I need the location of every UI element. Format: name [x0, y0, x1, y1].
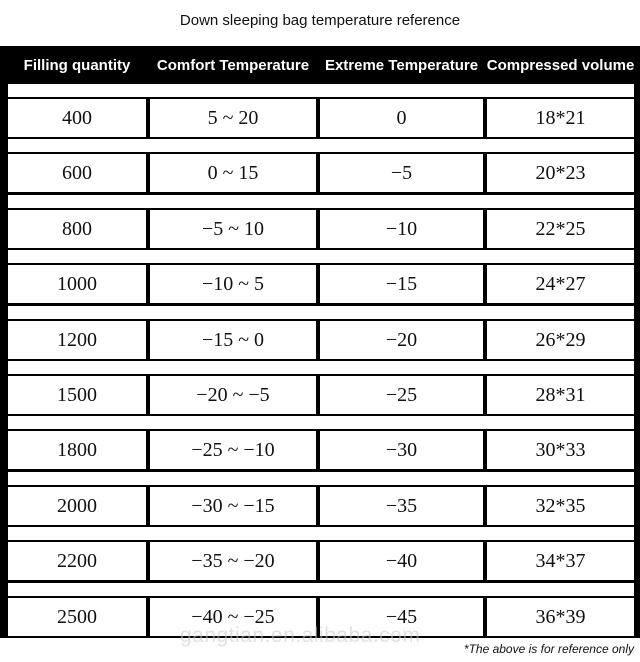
cell-comfort-temperature: −40 ~ −25 — [150, 598, 316, 636]
cell-filling-quantity: 400 — [8, 99, 146, 137]
cell-extreme-temperature: −35 — [320, 487, 483, 525]
cell-filling-quantity: 1200 — [8, 321, 146, 359]
cell-extreme-temperature: −15 — [320, 265, 483, 303]
row-separator-band — [8, 361, 634, 374]
cell-compressed-volume: 32*35 — [487, 487, 634, 525]
temperature-table — [0, 46, 640, 638]
cell-filling-quantity: 2200 — [8, 542, 146, 580]
cell-compressed-volume: 36*39 — [487, 598, 634, 636]
cell-extreme-temperature: −45 — [320, 598, 483, 636]
row-separator-band — [8, 527, 634, 540]
cell-extreme-temperature: −25 — [320, 376, 483, 414]
cell-comfort-temperature: −35 ~ −20 — [150, 542, 316, 580]
cell-extreme-temperature: −30 — [320, 431, 483, 469]
cell-extreme-temperature: −10 — [320, 210, 483, 248]
cell-compressed-volume: 20*23 — [487, 154, 634, 192]
page-title: Down sleeping bag temperature reference — [179, 12, 461, 29]
cell-filling-quantity: 2000 — [8, 487, 146, 525]
header-compressed-volume: Compressed volume — [486, 56, 635, 74]
cell-comfort-temperature: 0 ~ 15 — [150, 154, 316, 192]
cell-compressed-volume: 26*29 — [487, 321, 634, 359]
cell-extreme-temperature: −20 — [320, 321, 483, 359]
row-separator-band — [8, 139, 634, 152]
cell-compressed-volume: 22*25 — [487, 210, 634, 248]
watermark: gangtian.en.alibaba.com — [180, 624, 421, 647]
row-separator-band — [8, 583, 634, 596]
table-header — [0, 46, 640, 84]
row-separator-band — [8, 306, 634, 319]
cell-filling-quantity: 1000 — [8, 265, 146, 303]
cell-comfort-temperature: −30 ~ −15 — [150, 487, 316, 525]
cell-extreme-temperature: 0 — [320, 99, 483, 137]
cell-extreme-temperature: −40 — [320, 542, 483, 580]
row-separator-band — [8, 250, 634, 263]
cell-filling-quantity: 1500 — [8, 376, 146, 414]
cell-compressed-volume: 24*27 — [487, 265, 634, 303]
header-comfort-temperature: Comfort Temperature — [156, 56, 310, 74]
row-separator-band — [8, 416, 634, 429]
cell-compressed-volume: 34*37 — [487, 542, 634, 580]
cell-filling-quantity: 2500 — [8, 598, 146, 636]
cell-compressed-volume: 28*31 — [487, 376, 634, 414]
cell-filling-quantity: 800 — [8, 210, 146, 248]
row-separator-band — [8, 84, 634, 97]
cell-compressed-volume: 30*33 — [487, 431, 634, 469]
cell-comfort-temperature: −15 ~ 0 — [150, 321, 316, 359]
cell-compressed-volume: 18*21 — [487, 99, 634, 137]
reference-note: *The above is for reference only — [463, 642, 634, 656]
cell-extreme-temperature: −5 — [320, 154, 483, 192]
cell-comfort-temperature: −25 ~ −10 — [150, 431, 316, 469]
row-separator-band — [8, 472, 634, 485]
cell-comfort-temperature: −5 ~ 10 — [150, 210, 316, 248]
header-filling-quantity: Filling quantity — [23, 56, 131, 74]
cell-filling-quantity: 600 — [8, 154, 146, 192]
cell-comfort-temperature: −20 ~ −5 — [150, 376, 316, 414]
cell-filling-quantity: 1800 — [8, 431, 146, 469]
cell-comfort-temperature: −10 ~ 5 — [150, 265, 316, 303]
cell-comfort-temperature: 5 ~ 20 — [150, 99, 316, 137]
row-separator-band — [8, 195, 634, 208]
header-extreme-temperature: Extreme Temperature — [324, 56, 479, 74]
